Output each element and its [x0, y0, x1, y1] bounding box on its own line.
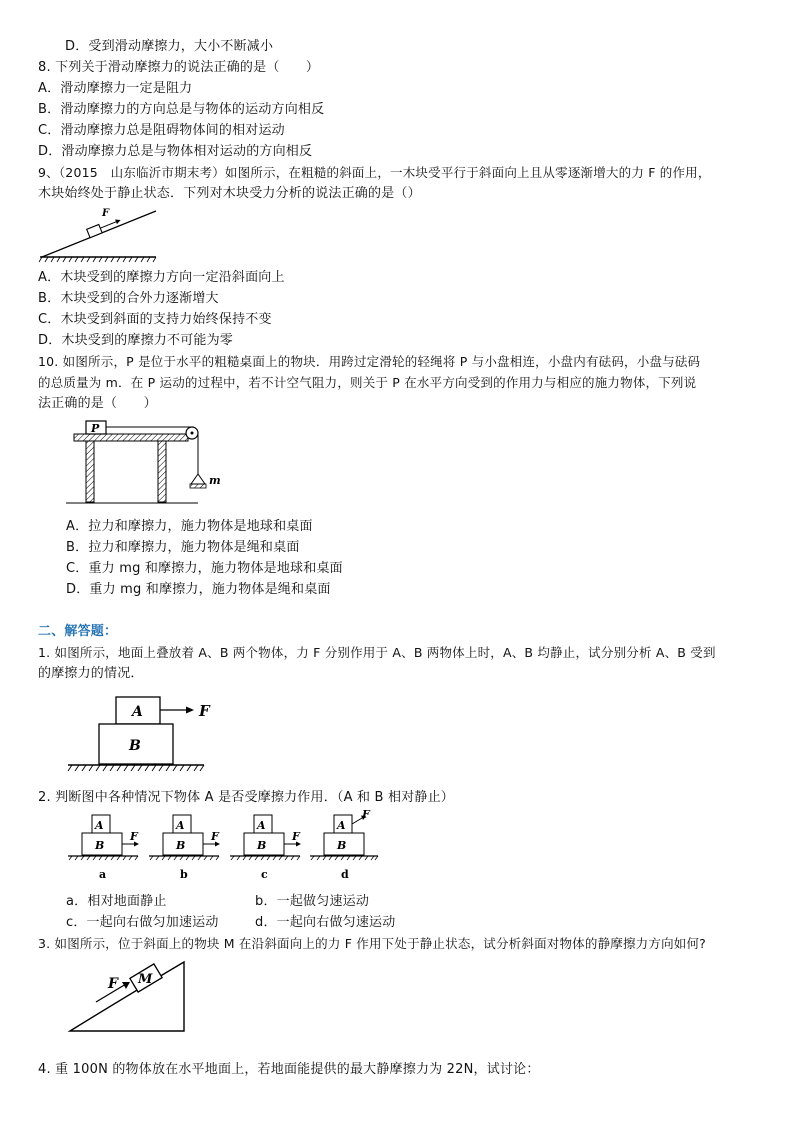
q10-option-d: D．重力 mg 和摩擦力，施力物体是绳和桌面 [66, 582, 331, 597]
p1-line2: 的摩擦力的情况． [38, 666, 144, 681]
svg-text:B: B [257, 839, 267, 852]
svg-text:A: A [337, 819, 346, 832]
q8-option-d: D．滑动摩擦力总是与物体相对运动的方向相反 [38, 144, 313, 159]
p2-fig-b [149, 815, 220, 881]
svg-text:A: A [176, 819, 185, 832]
p3-label-m: M [138, 972, 153, 987]
svg-text:c: c [261, 868, 268, 881]
svg-text:A: A [257, 819, 266, 832]
q9-option-b: B．木块受到的合外力逐渐增大 [38, 291, 219, 306]
p4-stem: 4. 重 100N 的物体放在水平地面上，若地面能提供的最大静摩擦力为 22N，试讨论： [38, 1062, 540, 1077]
q9-incline-figure [38, 205, 158, 265]
q9-option-a: A．木块受到的摩擦力方向一定沿斜面向上 [38, 270, 285, 285]
svg-text:A: A [95, 819, 104, 832]
svg-text:F: F [130, 830, 138, 843]
p2-fig-a [68, 815, 139, 881]
q10-stem-line3: 法正确的是（ ） [38, 396, 157, 411]
q10-stem-line2: 的总质量为 m．在 P 运动的过程中，若不计空气阻力，则关于 P 在水平方向受到的作用力与相应的施力物体，下列说 [38, 375, 697, 390]
p2-case-c: c．一起向右做匀加速运动 [66, 915, 219, 930]
p2-case-d: d．一起向右做匀速运动 [255, 915, 396, 930]
svg-text:a: a [99, 868, 107, 881]
p1-label-a: A [132, 704, 143, 720]
p3-incline-figure [68, 958, 198, 1038]
svg-text:B: B [176, 839, 186, 852]
q9-option-d: D．木块受到的摩擦力不可能为零 [38, 333, 234, 348]
svg-text:F: F [292, 830, 300, 843]
svg-text:b: b [180, 868, 188, 881]
p3-label-f: F [108, 976, 118, 992]
svg-text:F: F [211, 830, 219, 843]
p2-figures [66, 808, 386, 890]
svg-text:F: F [362, 808, 370, 821]
svg-text:B: B [337, 839, 347, 852]
p1-stacked-blocks-figure [68, 693, 228, 775]
q9-block [87, 224, 102, 237]
p2-stem: 2. 判断图中各种情况下物体 A 是否受摩擦力作用．（A 和 B 相对静止） [38, 790, 455, 805]
p2-case-a: a．相对地面静止 [66, 894, 167, 909]
q8-option-b: B．滑动摩擦力的方向总是与物体的运动方向相反 [38, 102, 325, 117]
q9-stem-line1: 9、（2015 山东临沂市期末考）如图所示，在粗糙的斜面上，一木块受平行于斜面向上且从零逐渐增大的力 F 的作用， [38, 165, 711, 180]
p1-line1: 1. 如图所示，地面上叠放着 A、B 两个物体，力 F 分别作用于 A、B 两物体上时，A、B 均静止，试分别分析 A、B 受到 [38, 645, 716, 660]
svg-text:B: B [95, 839, 105, 852]
p1-label-f: F [199, 702, 210, 720]
q8-option-c: C．滑动摩擦力总是阻碍物体间的相对运动 [38, 123, 285, 138]
q10-option-b: B．拉力和摩擦力，施力物体是绳和桌面 [66, 540, 300, 555]
q10-option-c: C．重力 mg 和摩擦力，施力物体是地球和桌面 [66, 561, 343, 576]
q9-option-c: C．木块受到斜面的支持力始终保持不变 [38, 312, 272, 327]
q10-stem-line1: 10. 如图所示，P 是位于水平的粗糙桌面上的物块．用跨过定滑轮的轻绳将 P 与小盘相连，小盘内有砝码，小盘与砝码 [38, 354, 701, 369]
q10-option-a: A．拉力和摩擦力，施力物体是地球和桌面 [66, 519, 313, 534]
q10-label-p: P [91, 422, 100, 435]
p2-case-b: b．一起做匀速运动 [255, 894, 370, 909]
p1-label-b: B [129, 738, 141, 754]
p2-fig-d [310, 808, 378, 881]
p2-fig-c [230, 815, 301, 881]
q7-option-d: D．受到滑动摩擦力，大小不断减小 [65, 39, 274, 54]
p3-stem: 3. 如图所示，位于斜面上的物块 M 在沿斜面向上的力 F 作用下处于静止状态，试分析斜面对物体的静摩擦力方向如何? [38, 936, 707, 951]
q9-stem-line2: 木块始终处于静止状态．下列对木块受力分析的说法正确的是（） [38, 186, 421, 201]
q8-stem: 8. 下列关于滑动摩擦力的说法正确的是（ ） [38, 60, 320, 75]
q10-label-m: m [209, 474, 221, 487]
svg-text:d: d [341, 868, 349, 881]
q9-force-label: F [102, 208, 110, 219]
q8-option-a: A．滑动摩擦力一定是阻力 [38, 81, 193, 96]
q10-table-pulley-figure [66, 418, 226, 508]
section-heading: 二、解答题： [38, 624, 118, 639]
q10-pan [190, 484, 206, 488]
